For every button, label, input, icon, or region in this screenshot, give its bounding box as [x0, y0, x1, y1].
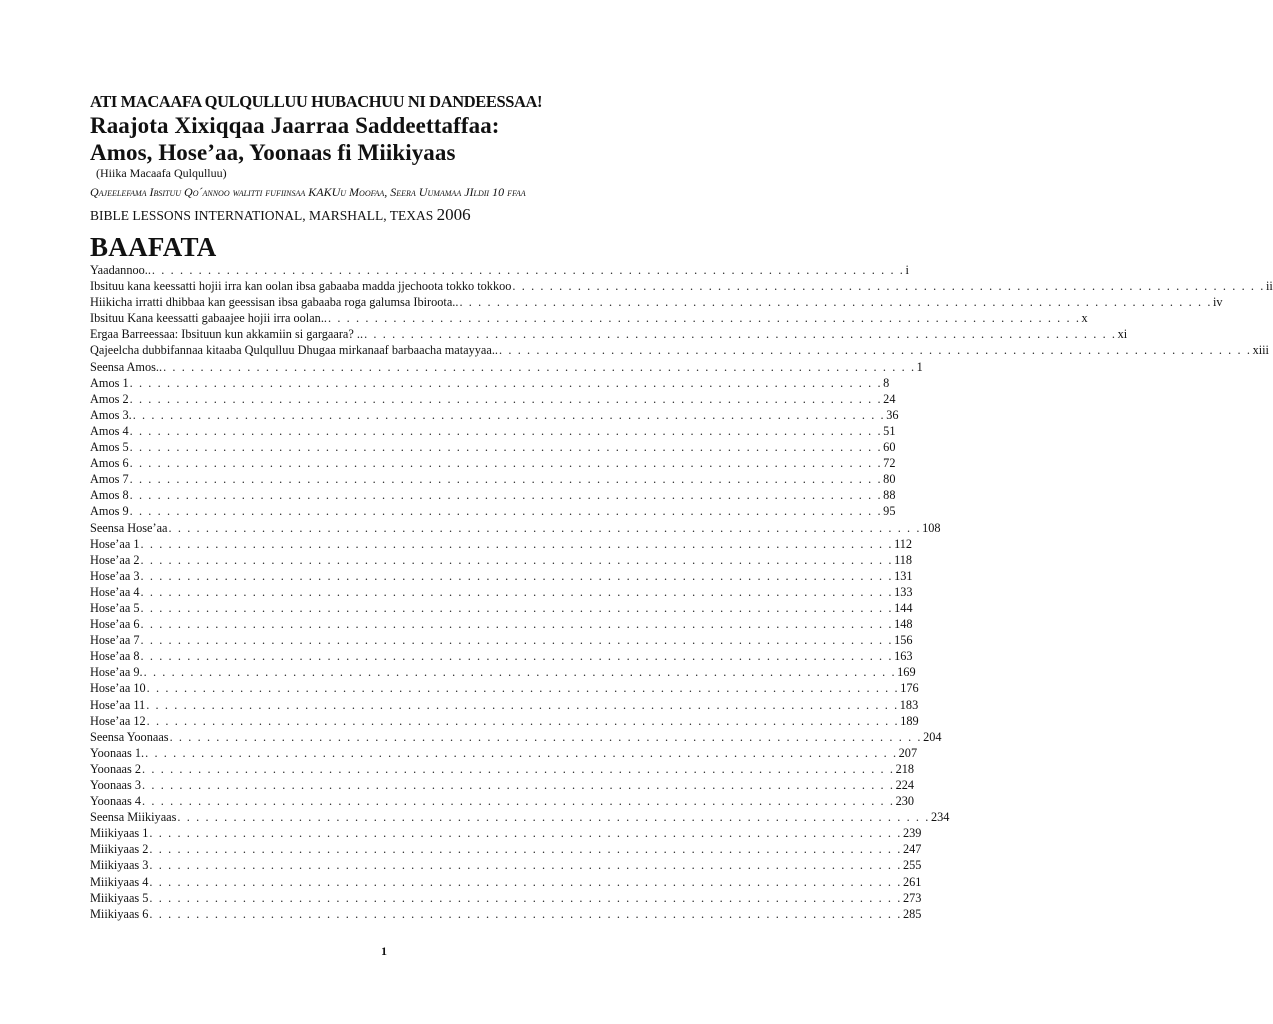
toc-entry[interactable] — [90, 600, 913, 616]
toc-entry[interactable] — [90, 455, 896, 471]
toc-leader-dots: . . . . . . . . . . . . . . . . . . . . . . . . . . . . . . . . . . . . . . . . . . . . . . . . . . . . . . . . . . . . . . . . . . . . . . . . . . . . . . . . . — [129, 440, 883, 455]
toc-leader-dots: . . . . . . . . . . . . . . . . . . . . . . . . . . . . . . . . . . . . . . . . . . . . . . . . . . . . . . . . . . . . . . . . . . . . . . . . . . . . . . . . . — [512, 279, 1265, 294]
toc-entry-page: 255 — [902, 858, 922, 873]
toc-entry-page: 60 — [883, 440, 896, 455]
toc-entry-page: 118 — [894, 552, 913, 567]
toc-entry-title: Yoonaas 2 — [90, 761, 142, 776]
toc-entry-title: Amos 1 — [90, 375, 129, 390]
header-line-1: ATI MACAAFA QULQULLUU HUBACHUU NI DANDEESSAA! — [90, 92, 543, 111]
toc-entry-title: Yoonaas 4 — [90, 794, 142, 809]
toc-entry-title: Miikiyaas 3 — [90, 858, 149, 873]
toc-entry-title: Amos 8 — [90, 488, 129, 503]
toc-entry[interactable] — [90, 359, 923, 375]
toc-leader-dots: . . . . . . . . . . . . . . . . . . . . . . . . . . . . . . . . . . . . . . . . . . . . . . . . . . . . . . . . . . . . . . . . . . . . . . . . . . . . . . . . . — [151, 263, 905, 277]
page-number: 1 — [381, 944, 387, 958]
toc-entry[interactable] — [90, 761, 915, 777]
toc-entry-page: 163 — [894, 649, 913, 664]
toc-entry-page: iv — [1213, 295, 1223, 310]
toc-entry-page: 239 — [902, 826, 922, 841]
toc-entry-page: 95 — [883, 504, 896, 519]
toc-leader-dots: . . . . . . . . . . . . . . . . . . . . . . . . . . . . . . . . . . . . . . . . . . . . . . . . . . . . . . . . . . . . . . . . . . . . . . . . . . . . . . . . . — [129, 488, 883, 503]
toc-leader-dots: . . . . . . . . . . . . . . . . . . . . . . . . . . . . . . . . . . . . . . . . . . . . . . . . . . . . . . . . . . . . . . . . . . . . . . . . . . . . . . . . . — [140, 552, 894, 567]
toc-entry[interactable] — [90, 745, 918, 761]
toc-entry-title: Amos 7 — [90, 472, 129, 487]
toc-leader-dots: . . . . . . . . . . . . . . . . . . . . . . . . . . . . . . . . . . . . . . . . . . . . . . . . . . . . . . . . . . . . . . . . . . . . . . . . . . . . . . . . . — [140, 600, 894, 615]
toc-entry[interactable] — [90, 713, 919, 729]
toc-leader-dots: . . . . . . . . . . . . . . . . . . . . . . . . . . . . . . . . . . . . . . . . . . . . . . . . . . . . . . . . . . . . . . . . . . . . . . . . . . . . . . . . . — [140, 633, 894, 648]
toc-entry-title: Hose’aa 6 — [90, 617, 140, 632]
toc-entry-title: Ibsituu Kana keessatti gabaajee hojii irra oolan.. — [90, 311, 327, 326]
toc-entry-page: 88 — [883, 488, 896, 503]
publisher-line — [90, 205, 670, 226]
toc-leader-dots: . . . . . . . . . . . . . . . . . . . . . . . . . . . . . . . . . . . . . . . . . . . . . . . . . . . . . . . . . . . . . . . . . . . . . . . . . . . . . . . . . — [499, 343, 1252, 358]
toc-leader-dots: . . . . . . . . . . . . . . . . . . . . . . . . . . . . . . . . . . . . . . . . . . . . . . . . . . . . . . . . . . . . . . . . . . . . . . . . . . . . . . . . . — [142, 761, 895, 776]
toc-entry-title: Amos 6 — [90, 456, 129, 471]
toc-leader-dots: . . . . . . . . . . . . . . . . . . . . . . . . . . . . . . . . . . . . . . . . . . . . . . . . . . . . . . . . . . . . . . . . . . . . . . . . . . . . . . . . . — [132, 407, 886, 422]
toc-entry-page: 183 — [899, 697, 919, 712]
toc-entry-title: Amos 4 — [90, 423, 129, 438]
toc-entry[interactable] — [90, 407, 899, 423]
toc-entry[interactable] — [90, 809, 950, 825]
toc-entry[interactable] — [90, 487, 896, 503]
toc-leader-dots: . . . . . . . . . . . . . . . . . . . . . . . . . . . . . . . . . . . . . . . . . . . . . . . . . . . . . . . . . . . . . . . . . . . . . . . . . . . . . . . . . — [149, 826, 902, 841]
toc-entry[interactable] — [90, 552, 913, 568]
toc-entry-page: i — [905, 263, 909, 277]
toc-entry-title: Amos 9 — [90, 504, 129, 519]
toc-leader-dots: . . . . . . . . . . . . . . . . . . . . . . . . . . . . . . . . . . . . . . . . . . . . . . . . . . . . . . . . . . . . . . . . . . . . . . . . . . . . . . . . . — [129, 375, 883, 390]
toc-entry[interactable] — [90, 648, 913, 664]
toc-heading: BAAFATA — [90, 232, 217, 262]
toc-leader-dots: . . . . . . . . . . . . . . . . . . . . . . . . . . . . . . . . . . . . . . . . . . . . . . . . . . . . . . . . . . . . . . . . . . . . . . . . . . . . . . . . . — [129, 472, 883, 487]
toc-leader-dots: . . . . . . . . . . . . . . . . . . . . . . . . . . . . . . . . . . . . . . . . . . . . . . . . . . . . . . . . . . . . . . . . . . . . . . . . . . . . . . . . . — [140, 617, 894, 632]
toc-entry-page: 169 — [897, 665, 916, 680]
toc-entry-title: Hose’aa 5 — [90, 600, 140, 615]
toc-entry-title: Hose’aa 2 — [90, 552, 140, 567]
toc-entry-page: 189 — [900, 713, 919, 728]
table-of-contents — [90, 262, 1273, 922]
toc-entry[interactable] — [90, 503, 896, 519]
toc-entry-page: 273 — [902, 890, 922, 905]
toc-entry-page: xiii — [1252, 343, 1269, 358]
toc-entry-title: Amos 2 — [90, 391, 129, 406]
toc-entry[interactable] — [90, 294, 1223, 310]
toc-entry-page: 24 — [883, 391, 896, 406]
toc-entry-title: Hose’aa 12 — [90, 713, 146, 728]
toc-entry-page: 247 — [902, 842, 922, 857]
toc-leader-dots: . . . . . . . . . . . . . . . . . . . . . . . . . . . . . . . . . . . . . . . . . . . . . . . . . . . . . . . . . . . . . . . . . . . . . . . . . . . . . . . . . — [140, 568, 894, 583]
toc-entry-title: Hose’aa 9. — [90, 665, 143, 680]
toc-entry[interactable] — [90, 342, 1269, 358]
toc-entry[interactable] — [90, 439, 896, 455]
toc-entry-page: 1 — [916, 359, 923, 374]
toc-entry[interactable] — [90, 697, 919, 713]
toc-entry-title: Miikiyaas 6 — [90, 906, 149, 921]
toc-entry-page: 218 — [895, 761, 915, 776]
toc-entry[interactable] — [90, 278, 1273, 294]
toc-entry-page: ii — [1265, 279, 1273, 294]
toc-leader-dots: . . . . . . . . . . . . . . . . . . . . . . . . . . . . . . . . . . . . . . . . . . . . . . . . . . . . . . . . . . . . . . . . . . . . . . . . . . . . . . . . . — [149, 890, 902, 905]
toc-leader-dots: . . . . . . . . . . . . . . . . . . . . . . . . . . . . . . . . . . . . . . . . . . . . . . . . . . . . . . . . . . . . . . . . . . . . . . . . . . . . . . . . . — [143, 665, 897, 680]
toc-leader-dots: . . . . . . . . . . . . . . . . . . . . . . . . . . . . . . . . . . . . . . . . . . . . . . . . . . . . . . . . . . . . . . . . . . . . . . . . . . . . . . . . . — [129, 504, 883, 519]
toc-entry[interactable] — [90, 777, 915, 793]
toc-entry[interactable] — [90, 825, 922, 841]
toc-entry-title: Hose’aa 7 — [90, 633, 140, 648]
header-line-2: Raajota Xixiqqaa Jaarraa Saddeettaffaa: — [90, 113, 500, 138]
toc-entry[interactable] — [90, 616, 913, 632]
toc-entry-title: Seensa Hose’aa — [90, 520, 168, 535]
toc-entry-page: 133 — [894, 584, 913, 599]
toc-leader-dots: . . . . . . . . . . . . . . . . . . . . . . . . . . . . . . . . . . . . . . . . . . . . . . . . . . . . . . . . . . . . . . . . . . . . . . . . . . . . . . . . . — [146, 681, 900, 696]
toc-entry[interactable] — [90, 584, 913, 600]
toc-entry-title: Hose’aa 10 — [90, 681, 146, 696]
toc-leader-dots: . . . . . . . . . . . . . . . . . . . . . . . . . . . . . . . . . . . . . . . . . . . . . . . . . . . . . . . . . . . . . . . . . . . . . . . . . . . . . . . . . — [146, 713, 900, 728]
toc-leader-dots: . . . . . . . . . . . . . . . . . . . . . . . . . . . . . . . . . . . . . . . . . . . . . . . . . . . . . . . . . . . . . . . . . . . . . . . . . . . . . . . . . — [177, 810, 930, 825]
toc-entry-title: Miikiyaas 4 — [90, 874, 149, 889]
toc-leader-dots: . . . . . . . . . . . . . . . . . . . . . . . . . . . . . . . . . . . . . . . . . . . . . . . . . . . . . . . . . . . . . . . . . . . . . . . . . . . . . . . . . — [459, 295, 1213, 310]
toc-entry-page: 112 — [894, 536, 913, 551]
toc-entry-page: 204 — [923, 729, 942, 744]
toc-entry-title: Hose’aa 11 — [90, 697, 146, 712]
publisher-name: BIBLE LESSONS INTERNATIONAL, MARSHALL, TEXAS — [90, 208, 437, 223]
toc-entry[interactable] — [90, 890, 922, 906]
toc-entry[interactable] — [90, 471, 896, 487]
toc-entry[interactable] — [90, 729, 942, 745]
toc-entry-page: 261 — [902, 874, 922, 889]
toc-leader-dots: . . . . . . . . . . . . . . . . . . . . . . . . . . . . . . . . . . . . . . . . . . . . . . . . . . . . . . . . . . . . . . . . . . . . . . . . . . . . . . . . . — [149, 906, 902, 921]
toc-entry-page: 148 — [894, 617, 913, 632]
toc-entry-title: Hose’aa 4 — [90, 584, 140, 599]
toc-entry-title: Ergaa Barreessaa: Ibsituun kun akkamiin si gargaara? .. — [90, 327, 364, 342]
toc-entry-page: 51 — [883, 423, 896, 438]
toc-entry-title: Miikiyaas 1 — [90, 826, 149, 841]
toc-entry-title: Seensa Yoonaas — [90, 729, 169, 744]
toc-entry[interactable] — [90, 568, 913, 584]
toc-entry[interactable] — [90, 680, 919, 696]
translator-line: Qajeelefama Ibsituu Qo´annoo walitti fufiinsaa KAKUu Moofaa, Seera Uumamaa JIldii 10 ffaa — [90, 185, 526, 199]
toc-entry-title: Seensa Amos.. — [90, 359, 163, 374]
toc-leader-dots: . . . . . . . . . . . . . . . . . . . . . . . . . . . . . . . . . . . . . . . . . . . . . . . . . . . . . . . . . . . . . . . . . . . . . . . . . . . . . . . . . — [145, 745, 898, 760]
toc-leader-dots: . . . . . . . . . . . . . . . . . . . . . . . . . . . . . . . . . . . . . . . . . . . . . . . . . . . . . . . . . . . . . . . . . . . . . . . . . . . . . . . . . — [142, 794, 895, 809]
toc-entry[interactable] — [90, 375, 890, 391]
toc-entry-page: 108 — [922, 520, 941, 535]
toc-leader-dots: . . . . . . . . . . . . . . . . . . . . . . . . . . . . . . . . . . . . . . . . . . . . . . . . . . . . . . . . . . . . . . . . . . . . . . . . . . . . . . . . . — [149, 858, 902, 873]
publisher-year: 2006 — [436, 205, 471, 224]
toc-entry-page: 207 — [898, 745, 918, 760]
toc-leader-dots: . . . . . . . . . . . . . . . . . . . . . . . . . . . . . . . . . . . . . . . . . . . . . . . . . . . . . . . . . . . . . . . . . . . . . . . . . . . . . . . . . — [140, 649, 894, 664]
toc-entry-title: Hiikicha irratti dhibbaa kan geessisan ibsa gabaaba roga galumsa Ibiroota.. — [90, 295, 459, 310]
toc-entry[interactable] — [90, 664, 916, 680]
toc-entry-title: Amos 5 — [90, 440, 129, 455]
toc-entry-title: Yoonaas 3 — [90, 778, 142, 792]
toc-entry-title: Amos 3. — [90, 407, 132, 422]
toc-entry-title: Miikiyaas 2 — [90, 842, 149, 857]
toc-leader-dots: . . . . . . . . . . . . . . . . . . . . . . . . . . . . . . . . . . . . . . . . . . . . . . . . . . . . . . . . . . . . . . . . . . . . . . . . . . . . . . . . . — [163, 359, 916, 374]
toc-entry-title: Hose’aa 1 — [90, 536, 140, 551]
toc-entry-page: 176 — [900, 681, 919, 696]
toc-leader-dots: . . . . . . . . . . . . . . . . . . . . . . . . . . . . . . . . . . . . . . . . . . . . . . . . . . . . . . . . . . . . . . . . . . . . . . . . . . . . . . . . . — [149, 842, 902, 857]
toc-entry-page: 156 — [894, 633, 913, 648]
toc-leader-dots: . . . . . . . . . . . . . . . . . . . . . . . . . . . . . . . . . . . . . . . . . . . . . . . . . . . . . . . . . . . . . . . . . . . . . . . . . . . . . . . . . — [129, 423, 883, 438]
toc-entry[interactable] — [90, 520, 941, 536]
toc-entry-page: xi — [1117, 327, 1128, 342]
toc-entry-title: Ibsituu kana keessatti hojii irra kan oolan ibsa gabaaba madda jjechoota tokko tokkoo — [90, 279, 512, 294]
toc-entry-page: 230 — [895, 794, 915, 809]
toc-entry[interactable] — [90, 632, 913, 648]
header-line-3: Amos, Hose’aa, Yoonaas fi Miikiyaas — [90, 140, 456, 165]
toc-leader-dots: . . . . . . . . . . . . . . . . . . . . . . . . . . . . . . . . . . . . . . . . . . . . . . . . . . . . . . . . . . . . . . . . . . . . . . . . . . . . . . . . . — [149, 874, 902, 889]
toc-leader-dots: . . . . . . . . . . . . . . . . . . . . . . . . . . . . . . . . . . . . . . . . . . . . . . . . . . . . . . . . . . . . . . . . . . . . . . . . . . . . . . . . . — [169, 729, 923, 744]
toc-entry-page: 144 — [894, 600, 913, 615]
toc-entry[interactable] — [90, 310, 1088, 326]
toc-entry-page: 224 — [895, 778, 915, 792]
toc-leader-dots: . . . . . . . . . . . . . . . . . . . . . . . . . . . . . . . . . . . . . . . . . . . . . . . . . . . . . . . . . . . . . . . . . . . . . . . . . . . . . . . . . — [327, 311, 1081, 326]
toc-entry-title: Yoonaas 1. — [90, 745, 145, 760]
toc-entry-page: 80 — [883, 472, 896, 487]
toc-entry-title: Yaadannoo.. — [90, 263, 151, 277]
toc-entry[interactable] — [90, 423, 896, 439]
toc-entry-page: 234 — [930, 810, 950, 825]
toc-entry[interactable] — [90, 326, 1128, 342]
toc-leader-dots: . . . . . . . . . . . . . . . . . . . . . . . . . . . . . . . . . . . . . . . . . . . . . . . . . . . . . . . . . . . . . . . . . . . . . . . . . . . . . . . . . — [140, 584, 894, 599]
toc-entry[interactable] — [90, 262, 909, 278]
toc-entry-title: Miikiyaas 5 — [90, 890, 149, 905]
toc-entry[interactable] — [90, 906, 922, 922]
toc-entry-page: 8 — [883, 375, 890, 390]
toc-entry-page: 131 — [894, 568, 913, 583]
page-content — [90, 92, 1273, 922]
toc-entry-page: 36 — [886, 407, 899, 422]
toc-leader-dots: . . . . . . . . . . . . . . . . . . . . . . . . . . . . . . . . . . . . . . . . . . . . . . . . . . . . . . . . . . . . . . . . . . . . . . . . . . . . . . . . . — [129, 391, 883, 406]
toc-entry[interactable] — [90, 857, 922, 873]
toc-entry-title: Hose’aa 8 — [90, 649, 140, 664]
toc-entry[interactable] — [90, 841, 922, 857]
toc-entry-title: Hose’aa 3 — [90, 568, 140, 583]
subtitle: (Hiika Macaafa Qulqulluu) — [96, 166, 227, 180]
toc-entry-page: x — [1081, 311, 1088, 326]
toc-leader-dots: . . . . . . . . . . . . . . . . . . . . . . . . . . . . . . . . . . . . . . . . . . . . . . . . . . . . . . . . . . . . . . . . . . . . . . . . . . . . . . . . . — [129, 456, 883, 471]
toc-entry[interactable] — [90, 874, 922, 890]
toc-entry[interactable] — [90, 536, 913, 552]
toc-leader-dots: . . . . . . . . . . . . . . . . . . . . . . . . . . . . . . . . . . . . . . . . . . . . . . . . . . . . . . . . . . . . . . . . . . . . . . . . . . . . . . . . . — [146, 697, 899, 712]
toc-entry-title: Seensa Miikiyaas — [90, 810, 177, 825]
toc-leader-dots: . . . . . . . . . . . . . . . . . . . . . . . . . . . . . . . . . . . . . . . . . . . . . . . . . . . . . . . . . . . . . . . . . . . . . . . . . . . . . . . . . — [168, 520, 922, 535]
toc-entry-page: 285 — [902, 906, 922, 921]
toc-entry[interactable] — [90, 793, 915, 809]
toc-leader-dots: . . . . . . . . . . . . . . . . . . . . . . . . . . . . . . . . . . . . . . . . . . . . . . . . . . . . . . . . . . . . . . . . . . . . . . . . . . . . . . . . . — [142, 778, 895, 792]
toc-leader-dots: . . . . . . . . . . . . . . . . . . . . . . . . . . . . . . . . . . . . . . . . . . . . . . . . . . . . . . . . . . . . . . . . . . . . . . . . . . . . . . . . . — [364, 327, 1117, 342]
toc-entry-page: 72 — [883, 456, 896, 471]
toc-entry-title: Qajeelcha dubbifannaa kitaaba Qulqulluu Dhugaa mirkanaaf barbaacha matayyaa.. — [90, 343, 498, 358]
toc-entry[interactable] — [90, 391, 896, 407]
toc-leader-dots: . . . . . . . . . . . . . . . . . . . . . . . . . . . . . . . . . . . . . . . . . . . . . . . . . . . . . . . . . . . . . . . . . . . . . . . . . . . . . . . . . — [140, 536, 894, 551]
